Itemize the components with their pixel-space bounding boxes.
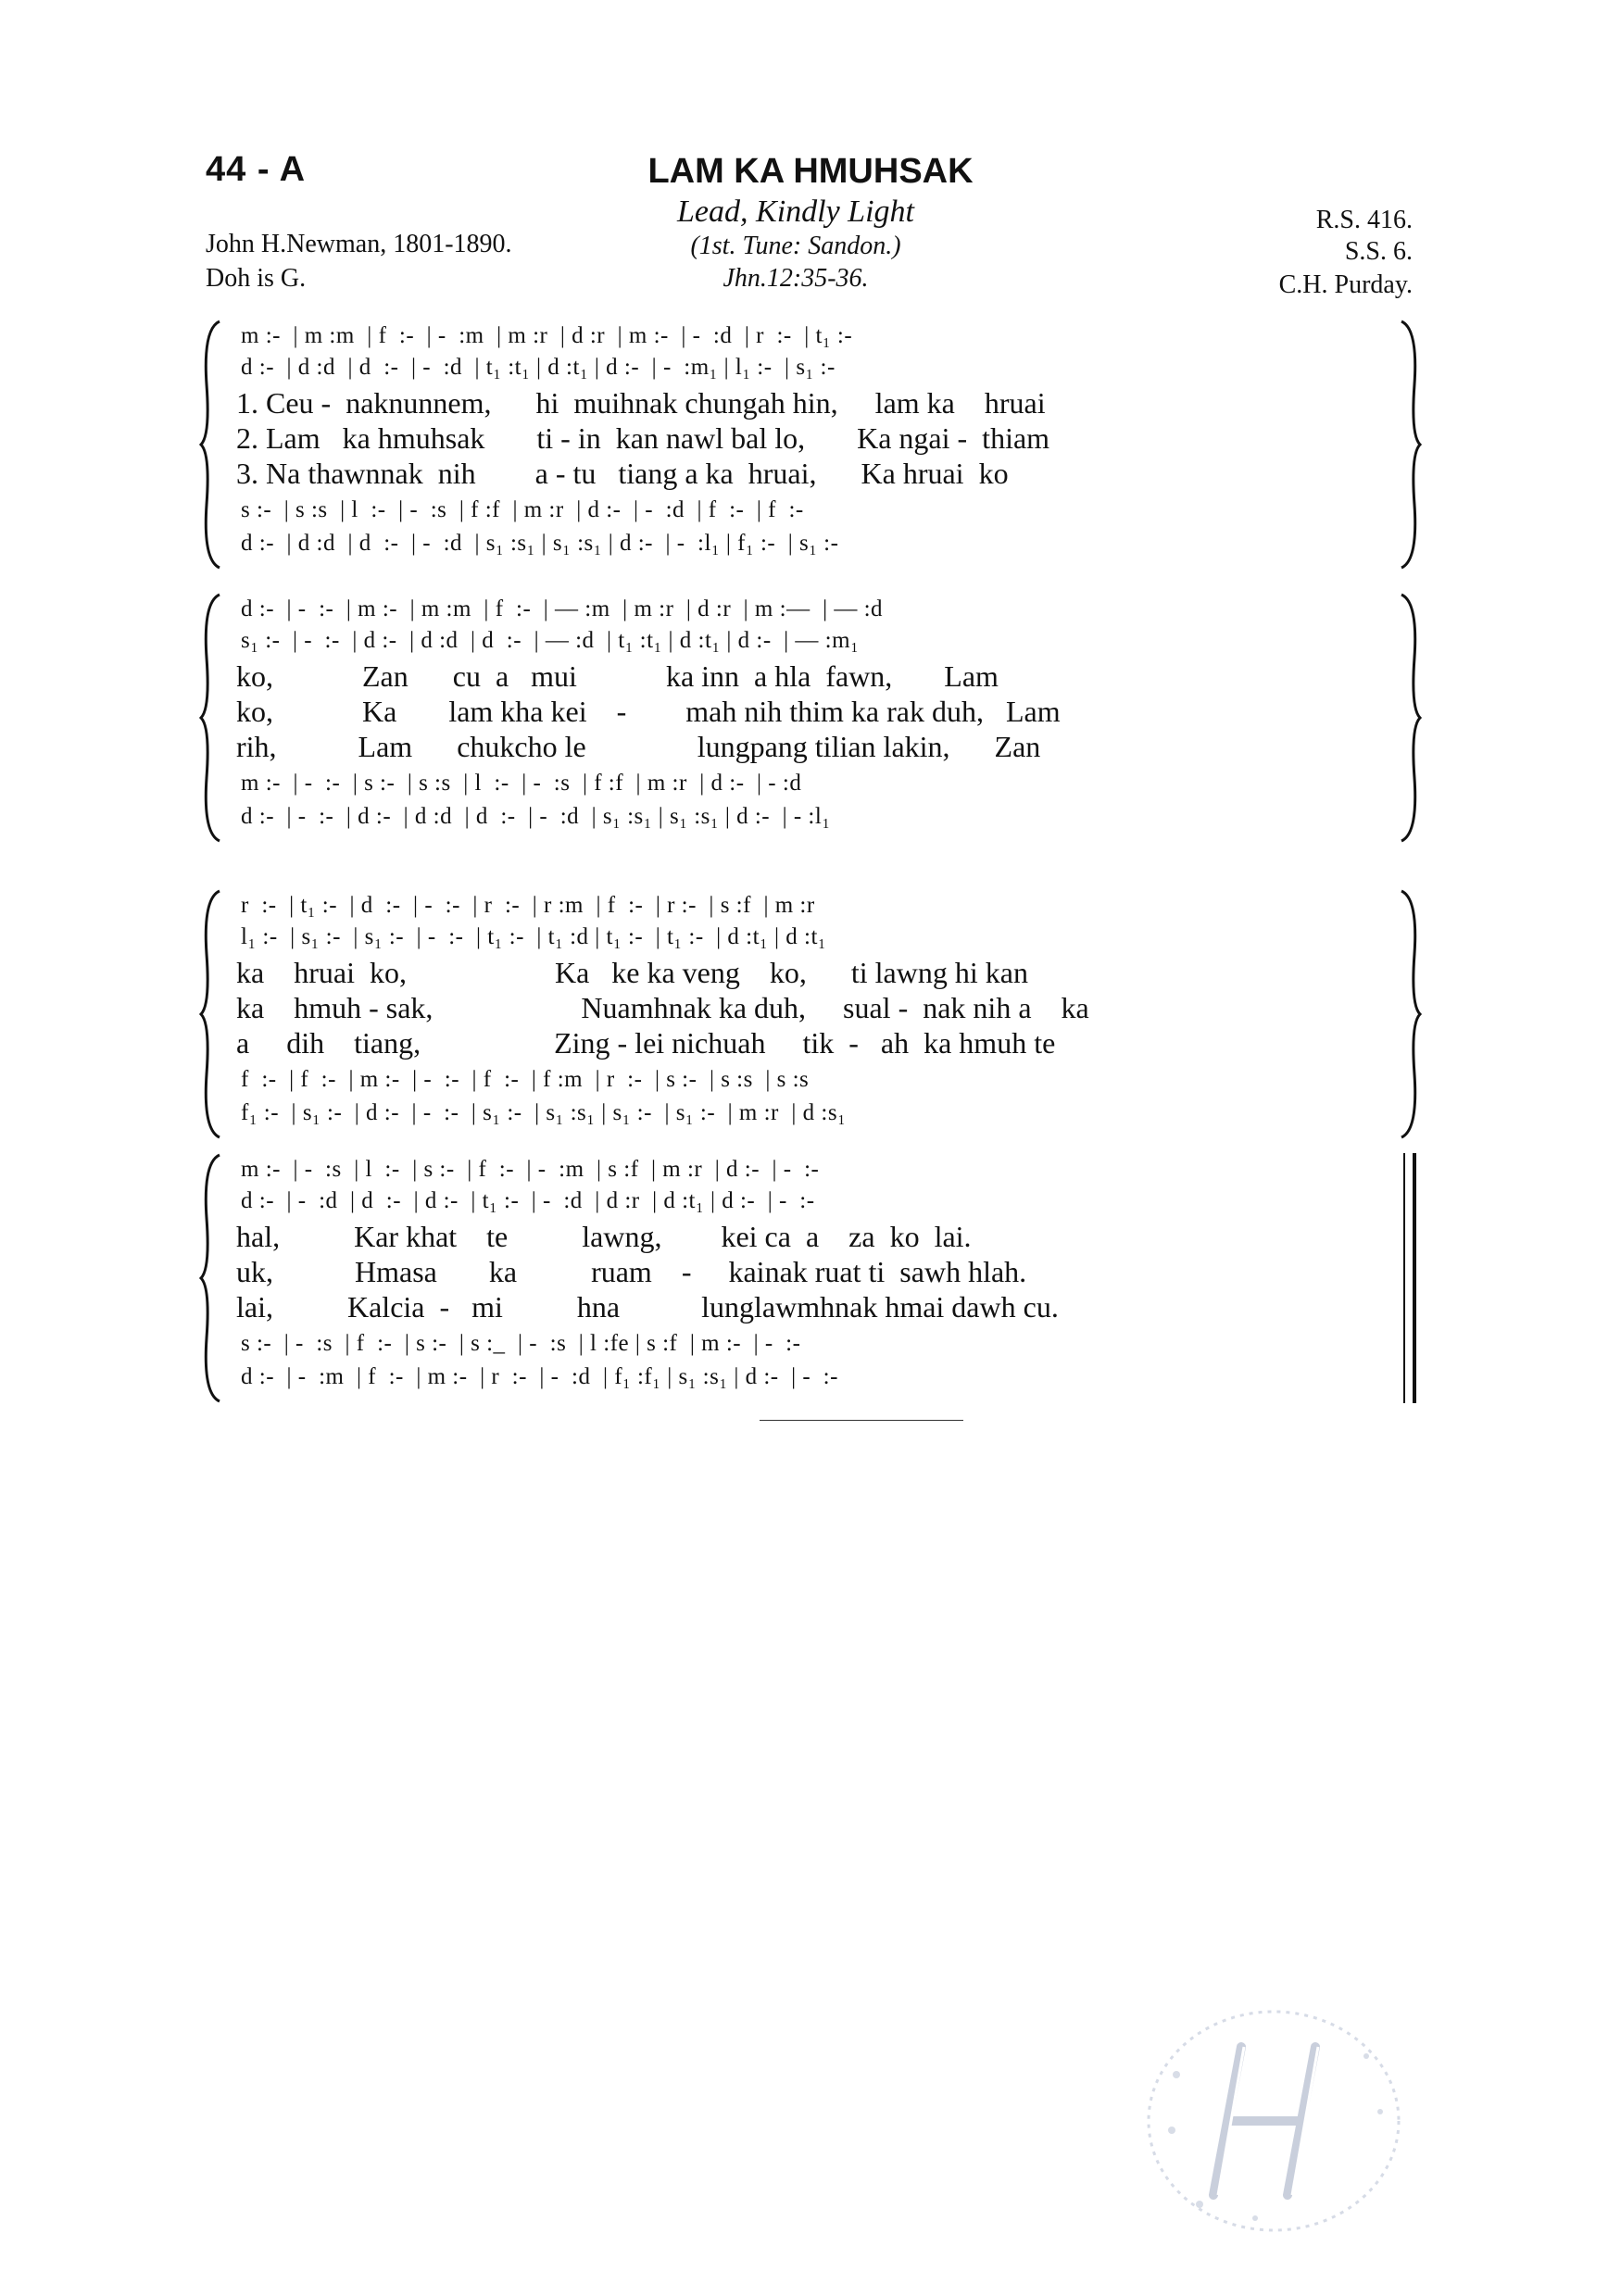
music-system-4 [199, 1153, 1422, 1403]
alto-line: d :- | d :d | d :- | - :d | t₁ :t₁ | d :t₁ | d :- | - :m₁ | l₁ :- | s₁ :- [241, 355, 836, 380]
verse-2-lyric: uk, Hmasa ka ruam - kainak ruat ti sawh hlah. [236, 1255, 1027, 1288]
alto-line: d :- | - :d | d :- | d :- | t₁ :- | - :d | d :r | d :t₁ | d :- | - :- [241, 1188, 815, 1213]
tenor-line: s :- | s :s | l :- | - :s | f :f | m :r | d :- | - :d | f :- | f :- [241, 497, 804, 522]
soprano-line: r :- | t₁ :- | d :- | - :- | r :- | r :m | f :- | r :- | s :f | m :r [241, 893, 815, 918]
verse-1-lyric: ko, Zan cu a mui ka inn a hla fawn, Lam [236, 659, 999, 693]
bass-line: d :- | - :- | d :- | d :d | d :- | - :d | s₁ :s₁ | s₁ :s₁ | d :- | - :l₁ [241, 804, 831, 829]
tenor-line: m :- | - :- | s :- | s :s | l :- | - :s | f :f | m :r | d :- | - :d [241, 771, 802, 796]
tenor-line: f :- | f :- | m :- | - :- | f :- | f :m | r :- | s :- | s :s | s :s [241, 1067, 810, 1092]
composer-credit: C.H. Purday. [1278, 270, 1413, 299]
alto-line: s₁ :- | - :- | d :- | d :d | d :- | — :d | t₁ :t₁ | d :t₁ | d :- | — :m₁ [241, 628, 860, 653]
verse-2-lyric: 2. Lam ka hmuhsak ti - in kan nawl bal lo, Ka ngai - thiam [236, 421, 1050, 455]
author-credit: John H.Newman, 1801-1890. [206, 230, 512, 258]
watermark-logo-icon [1135, 2001, 1413, 2241]
hymn-subtitle: Lead, Kindly Light [677, 194, 914, 229]
ss-number: S.S. 6. [1344, 237, 1413, 266]
verse-1-lyric: 1. Ceu - naknunnem, hi muihnak chungah hin, lam ka hruai [236, 386, 1046, 420]
verse-3-lyric: a dih tiang, Zing - lei nichuah tik - ah ka hmuh te [236, 1026, 1056, 1060]
left-brace-icon [199, 320, 223, 570]
music-system-3 [199, 889, 1422, 1139]
final-barline-thick [1413, 1153, 1416, 1403]
scripture-reference: Jhn.12:35-36. [723, 264, 869, 293]
soprano-line: d :- | - :- | m :- | m :m | f :- | — :m | m :r | d :r | m :— | — :d [241, 596, 884, 621]
end-rule [760, 1420, 963, 1421]
bass-line: d :- | d :d | d :- | - :d | s₁ :s₁ | s₁ :s₁ | d :- | - :l₁ | f₁ :- | s₁ :- [241, 531, 839, 556]
verse-1-lyric: ka hruai ko, Ka ke ka veng ko, ti lawng hi kan [236, 956, 1028, 989]
left-brace-icon [199, 593, 223, 843]
tune-name: (1st. Tune: Sandon.) [690, 232, 901, 260]
rs-number: R.S. 416. [1315, 206, 1413, 234]
verse-3-lyric: 3. Na thawnnak nih a - tu tiang a ka hruai, Ka hruai ko [236, 457, 1009, 490]
left-brace-icon [199, 889, 223, 1139]
bass-line: f₁ :- | s₁ :- | d :- | - :- | s₁ :- | s₁ :s₁ | s₁ :- | s₁ :- | m :r | d :s₁ [241, 1100, 847, 1125]
final-barline [1403, 1153, 1405, 1403]
key-signature: Doh is G. [206, 264, 307, 293]
verse-1-lyric: hal, Kar khat te lawng, kei ca a za ko lai. [236, 1220, 972, 1253]
alto-line: l₁ :- | s₁ :- | s₁ :- | - :- | t₁ :- | t₁ :d | t₁ :- | t₁ :- | d :t₁ | d :t₁ [241, 924, 827, 949]
bass-line: d :- | - :m | f :- | m :- | r :- | - :d | f₁ :f₁ | s₁ :s₁ | d :- | - :- [241, 1364, 838, 1389]
music-system-1 [199, 320, 1422, 570]
verse-3-lyric: lai, Kalcia - mi hna lunglawmhnak hmai dawh cu. [236, 1290, 1059, 1324]
soprano-line: m :- | m :m | f :- | - :m | m :r | d :r | m :- | - :d | r :- | t₁ :- [241, 323, 853, 348]
hymn-title: LAM KA HMUHSAK [647, 152, 974, 191]
verse-3-lyric: rih, Lam chukcho le lungpang tilian lakin, Zan [236, 730, 1041, 763]
soprano-line: m :- | - :s | l :- | s :- | f :- | - :m | s :f | m :r | d :- | - :- [241, 1157, 820, 1182]
verse-2-lyric: ko, Ka lam kha kei - mah nih thim ka rak duh, Lam [236, 695, 1061, 728]
hymn-number: 44 - A [206, 150, 307, 189]
tenor-line: s :- | - :s | f :- | s :- | s :_ | - :s | l :fe | s :f | m :- | - :- [241, 1331, 801, 1356]
verse-2-lyric: ka hmuh - sak, Nuamhnak ka duh, sual - nak nih a ka [236, 991, 1089, 1024]
music-system-2 [199, 593, 1422, 843]
left-brace-icon [199, 1153, 223, 1403]
